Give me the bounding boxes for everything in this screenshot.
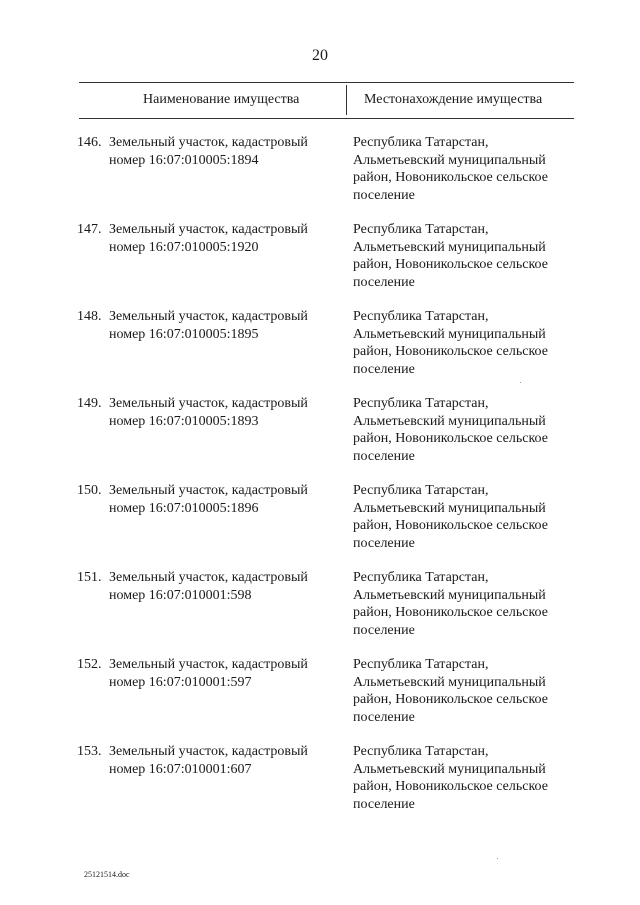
property-location-line: район, Новоникольское сельское bbox=[353, 605, 548, 620]
property-name-line: номер 16:07:010001:607 bbox=[109, 761, 252, 777]
property-location-line: Республика Татарстан, bbox=[353, 744, 489, 759]
property-location-line: Республика Татарстан, bbox=[353, 396, 489, 411]
property-location-line: район, Новоникольское сельское bbox=[353, 344, 548, 359]
property-location-line: Альметьевский муниципальный bbox=[353, 674, 546, 690]
property-name-line: Земельный участок, кадастровый bbox=[109, 483, 308, 498]
property-location-line: поселение bbox=[353, 448, 415, 464]
property-location-line: поселение bbox=[353, 274, 415, 290]
property-name-line: Земельный участок, кадастровый bbox=[109, 135, 308, 150]
property-location-line: поселение bbox=[353, 187, 415, 203]
property-location-line: Республика Татарстан, bbox=[353, 222, 489, 237]
property-name-line: номер 16:07:010005:1896 bbox=[109, 500, 259, 516]
property-location-line: поселение bbox=[353, 709, 415, 725]
property-name-cell bbox=[109, 134, 339, 169]
property-location-line: Республика Татарстан, bbox=[353, 483, 489, 498]
property-location-line: Альметьевский муниципальный bbox=[353, 239, 546, 255]
property-name-line: Земельный участок, кадастровый bbox=[109, 570, 308, 585]
property-location-line: Альметьевский муниципальный bbox=[353, 761, 546, 777]
property-name-cell bbox=[109, 482, 339, 517]
property-location-line: Альметьевский муниципальный bbox=[353, 500, 546, 516]
property-name-cell bbox=[109, 308, 339, 343]
property-name-line: Земельный участок, кадастровый bbox=[109, 309, 308, 324]
property-name-cell bbox=[109, 221, 339, 256]
property-location-line: поселение bbox=[353, 622, 415, 638]
property-name-line: Земельный участок, кадастровый bbox=[109, 396, 308, 411]
property-location-line: Альметьевский муниципальный bbox=[353, 152, 546, 168]
property-table-body bbox=[0, 134, 640, 830]
property-name-line: номер 16:07:010005:1894 bbox=[109, 152, 259, 168]
property-location-cell bbox=[353, 221, 583, 291]
property-location-line: район, Новоникольское сельское bbox=[353, 779, 548, 794]
row-number: 146. bbox=[77, 135, 102, 150]
property-name-line: Земельный участок, кадастровый bbox=[109, 657, 308, 672]
row-number: 153. bbox=[77, 744, 102, 759]
property-location-cell bbox=[353, 134, 583, 204]
property-location-line: Республика Татарстан, bbox=[353, 570, 489, 585]
property-location-line: район, Новоникольское сельское bbox=[353, 518, 548, 533]
row-number: 152. bbox=[77, 657, 102, 672]
property-name-line: Земельный участок, кадастровый bbox=[109, 222, 308, 237]
table-row bbox=[0, 743, 640, 830]
table-header-bottom-rule bbox=[79, 118, 574, 119]
property-location-line: район, Новоникольское сельское bbox=[353, 431, 548, 446]
property-name-cell bbox=[109, 656, 339, 691]
property-location-cell bbox=[353, 656, 583, 726]
property-location-cell bbox=[353, 482, 583, 552]
property-location-line: Альметьевский муниципальный bbox=[353, 326, 546, 342]
table-row bbox=[0, 308, 640, 395]
property-location-cell bbox=[353, 395, 583, 465]
row-number: 147. bbox=[77, 222, 102, 237]
column-header-name: Наименование имущества bbox=[143, 92, 300, 107]
property-name-cell bbox=[109, 743, 339, 778]
row-number: 148. bbox=[77, 309, 102, 324]
property-name-line: номер 16:07:010001:597 bbox=[109, 674, 252, 690]
property-location-line: Альметьевский муниципальный bbox=[353, 587, 546, 603]
property-name-line: Земельный участок, кадастровый bbox=[109, 744, 308, 759]
table-row bbox=[0, 134, 640, 221]
property-location-line: район, Новоникольское сельское bbox=[353, 692, 548, 707]
property-name-line: номер 16:07:010005:1920 bbox=[109, 239, 259, 255]
property-location-line: поселение bbox=[353, 535, 415, 551]
table-row bbox=[0, 395, 640, 482]
scan-speck bbox=[520, 382, 521, 383]
table-row bbox=[0, 221, 640, 308]
row-number: 149. bbox=[77, 396, 102, 411]
row-number: 151. bbox=[77, 570, 102, 585]
property-location-line: Республика Татарстан, bbox=[353, 309, 489, 324]
table-header-column-divider bbox=[346, 85, 347, 115]
property-location-line: Альметьевский муниципальный bbox=[353, 413, 546, 429]
column-header-location: Местонахождение имущества bbox=[364, 92, 543, 107]
property-name-cell bbox=[109, 569, 339, 604]
property-location-cell bbox=[353, 569, 583, 639]
table-row bbox=[0, 569, 640, 656]
property-location-cell bbox=[353, 743, 583, 813]
table-header-top-rule bbox=[79, 82, 574, 83]
property-name-line: номер 16:07:010005:1893 bbox=[109, 413, 259, 429]
property-name-cell bbox=[109, 395, 339, 430]
property-location-line: поселение bbox=[353, 796, 415, 812]
property-location-cell bbox=[353, 308, 583, 378]
property-name-line: номер 16:07:010001:598 bbox=[109, 587, 252, 603]
property-location-line: район, Новоникольское сельское bbox=[353, 170, 548, 185]
scan-speck bbox=[497, 858, 498, 859]
property-name-line: номер 16:07:010005:1895 bbox=[109, 326, 259, 342]
table-row bbox=[0, 656, 640, 743]
page-number: 20 bbox=[312, 47, 328, 64]
property-location-line: Республика Татарстан, bbox=[353, 657, 489, 672]
property-location-line: поселение bbox=[353, 361, 415, 377]
property-location-line: Республика Татарстан, bbox=[353, 135, 489, 150]
property-location-line: район, Новоникольское сельское bbox=[353, 257, 548, 272]
document-file-code: 25121514.doc bbox=[84, 870, 130, 879]
table-row bbox=[0, 482, 640, 569]
row-number: 150. bbox=[77, 483, 102, 498]
